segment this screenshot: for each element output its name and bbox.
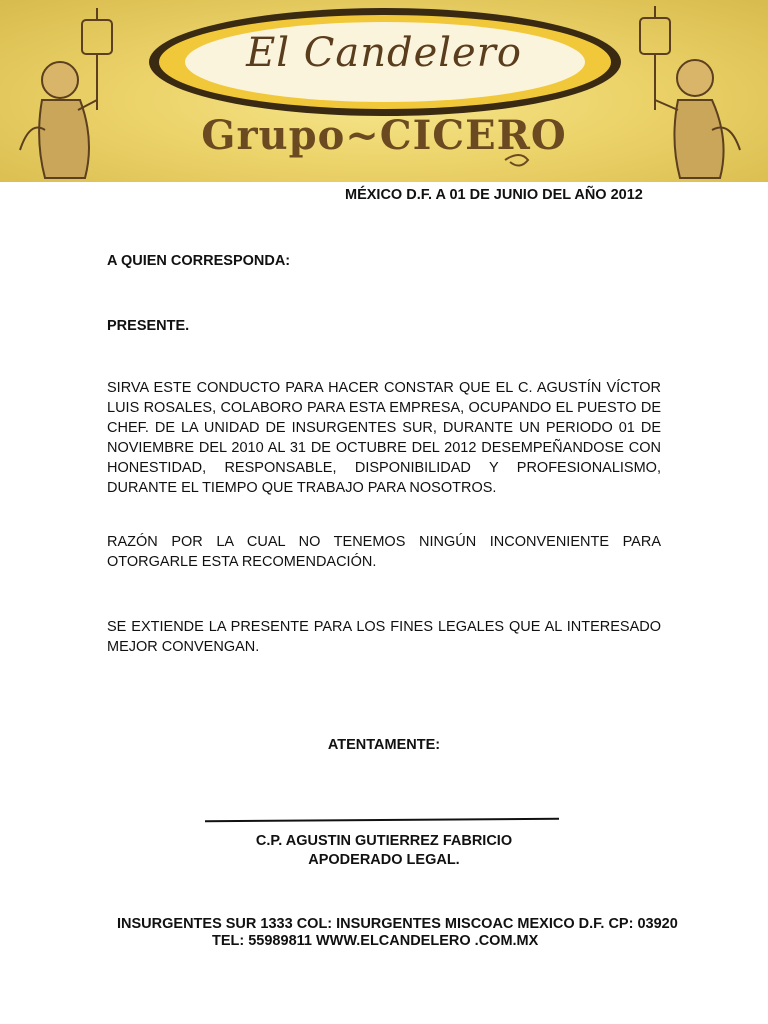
body-paragraph-3: SE EXTIENDE LA PRESENTE PARA LOS FINES LEGALES QUE AL INTERESADO MEJOR CONVENGAN. xyxy=(107,619,661,655)
signer-title: APODERADO LEGAL. xyxy=(308,852,460,868)
body-paragraph-1: SIRVA ESTE CONDUCTO PARA HACER CONSTAR QUE EL C. AGUSTÍN VÍCTOR LUIS ROSALES, COLABORO PARA ESTA EMPRESA, OCUPANDO EL PUESTO DE CHEF. DE LA UNIDAD DE INSURGENTES SUR, DURANTE UN PERIODO 01 DE NOVIEMBRE DEL 2010 AL 31 DE OCTUBRE DEL 2012 DESEMPEÑANDOSE CON HONESTIDAD, RESPONSABLE, DISPONIBILIDAD Y PROFESIONALISMO, DURANTE EL TIEMPO QUE TRABAJO PARA NOSOTROS. xyxy=(107,380,661,496)
footer-address: INSURGENTES SUR 1333 COL: INSURGENTES MISCOAC MEXICO D.F. CP: 03920 xyxy=(117,916,678,932)
date-line: MÉXICO D.F. A 01 DE JUNIO DEL AÑO 2012 xyxy=(345,187,643,203)
closing-line: ATENTAMENTE: xyxy=(327,737,441,753)
footer-contact: TEL: 55989811 WWW.ELCANDELERO .COM.MX xyxy=(212,933,539,949)
presente-line: PRESENTE. xyxy=(107,318,190,334)
addressee: A QUIEN CORRESPONDA: xyxy=(107,253,291,269)
logo-script-text: El Candelero xyxy=(246,30,522,76)
body-paragraph-2: RAZÓN POR LA CUAL NO TENEMOS NINGÚN INCONVENIENTE PARA OTORGARLE ESTA RECOMENDACIÓN. xyxy=(107,534,661,570)
logo-group-text: Grupo~CICERO xyxy=(201,112,567,159)
signer-name: C.P. AGUSTIN GUTIERREZ FABRICIO xyxy=(255,833,513,849)
letterhead-banner xyxy=(0,0,768,182)
signature-line xyxy=(205,818,559,822)
